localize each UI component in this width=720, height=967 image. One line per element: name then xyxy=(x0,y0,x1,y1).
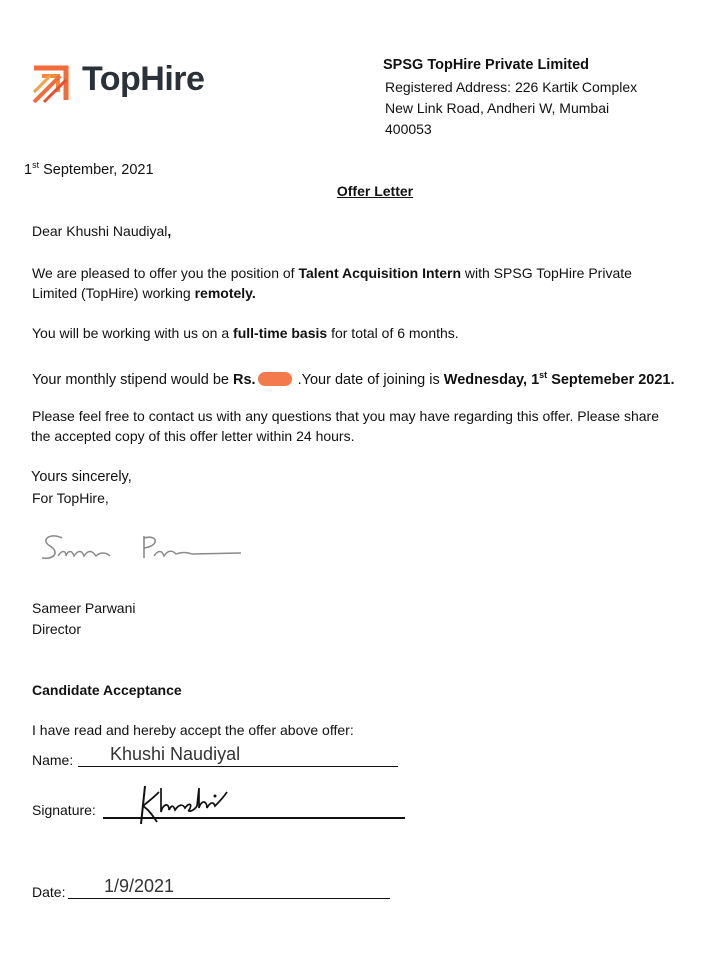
signature-label: Signature: xyxy=(32,802,96,818)
duration-paragraph: You will be working with us on a full-time basis for total of 6 months. xyxy=(32,325,459,341)
salutation: Dear Khushi Naudiyal, xyxy=(32,223,172,239)
acceptance-heading: Candidate Acceptance xyxy=(32,682,182,698)
contact-paragraph-line-2: the accepted copy of this offer letter within 24 hours. xyxy=(31,428,355,444)
logo-mark-icon xyxy=(30,58,80,108)
contact-paragraph-line-1: Please feel free to contact us with any questions that you may have regarding this offer. Please share xyxy=(32,408,659,424)
address-line-1: Registered Address: 226 Kartik Complex xyxy=(385,79,638,95)
letter-title: Offer Letter xyxy=(336,183,414,199)
signatory-name: Sameer Parwani xyxy=(32,600,136,616)
closing: Yours sincerely, xyxy=(31,469,132,485)
offer-paragraph-line-1: We are pleased to offer you the position of Talent Acquisition Intern with SPSG TopHire Private xyxy=(32,265,632,281)
acceptance-date-value: 1/9/2021 xyxy=(104,876,175,896)
address-line-3: 400053 xyxy=(385,121,432,137)
offer-paragraph-line-2: Limited (TopHire) working remotely. xyxy=(32,285,256,301)
candidate-signature-image xyxy=(135,782,235,828)
candidate-name-value: Khushi Naudiyal xyxy=(110,744,241,764)
name-line xyxy=(78,766,398,767)
date-label: Date: xyxy=(32,884,66,900)
address-line-2: New Link Road, Andheri W, Mumbai xyxy=(385,100,610,116)
tophire-logo xyxy=(30,58,80,108)
for-company: For TopHire, xyxy=(32,490,109,506)
letter-date: 1st September, 2021 xyxy=(24,160,154,178)
signatory-title: Director xyxy=(32,621,82,637)
stipend-paragraph: Your monthly stipend would be Rs. .Your date of joining is Wednesday, 1st Septemeber 2021. xyxy=(32,370,675,388)
name-label: Name: xyxy=(32,752,74,768)
redacted-amount xyxy=(258,372,292,386)
director-signature-image xyxy=(36,530,246,566)
acceptance-statement: I have read and hereby accept the offer above offer: xyxy=(32,722,354,738)
company-name: SPSG TopHire Private Limited xyxy=(383,57,590,73)
date-line xyxy=(68,898,390,899)
logo-text: TopHire xyxy=(82,60,205,98)
